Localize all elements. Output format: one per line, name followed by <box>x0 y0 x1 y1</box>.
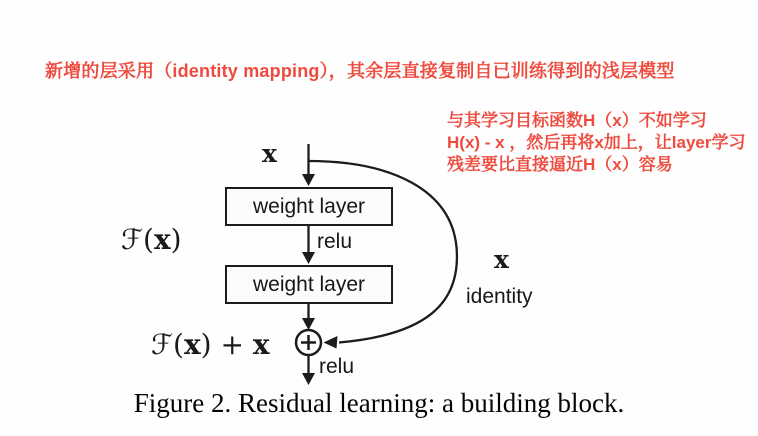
arrowhead-into-box1 <box>302 174 315 186</box>
relu-output-label: relu <box>319 355 355 378</box>
identity-label: identity <box>466 285 533 308</box>
relu-mid-label: relu <box>317 230 353 253</box>
weight-layer-1-box <box>225 187 393 226</box>
annotation-side-line-1: 与其学习目标函数H（x）不如学习 <box>447 111 707 130</box>
arrowhead-into-box2 <box>302 252 315 264</box>
arrowhead-identity <box>324 336 338 349</box>
annotation-side-line-3: 残差要比直接逼近H（x）容易 <box>447 155 673 174</box>
weight-layer-2-box <box>225 265 393 304</box>
f-of-x-plus-x-label: ℱ(x) + x <box>151 328 270 361</box>
arrowhead-into-sum <box>302 318 315 330</box>
arrowhead-output <box>302 373 315 385</box>
annotation-side-line-2: H(x) - x ，然后再将x加上，让layer学习 <box>447 133 746 152</box>
input-x-label: x <box>262 139 277 168</box>
weight-layer-1-label: weight layer <box>252 194 366 218</box>
weight-layer-2-label: weight layer <box>252 272 366 296</box>
figure-caption: Figure 2. Residual learning: a building block. <box>133 388 625 418</box>
annotation-top-note: 新增的层采用（identity mapping），其余层直接复制自已训练得到的浅层模型 <box>45 61 675 81</box>
f-of-x-label: ℱ(x) <box>121 223 182 256</box>
identity-x-label: x <box>494 245 509 274</box>
